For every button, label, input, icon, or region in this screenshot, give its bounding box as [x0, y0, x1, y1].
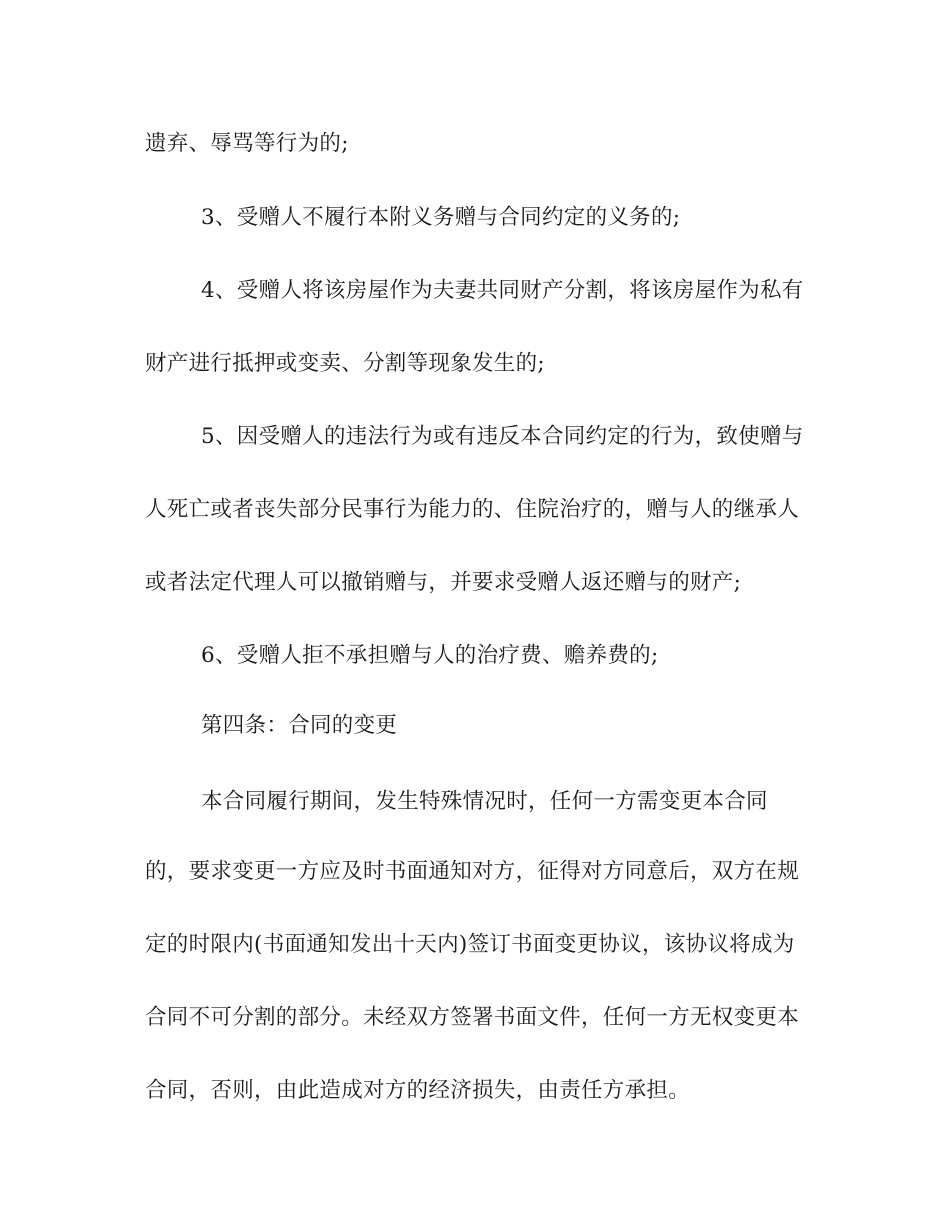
clause-4-line: 4、受赠人将该房屋作为夫妻共同财产分割，将该房屋作为私有	[201, 278, 804, 303]
text-line: 或者法定代理人可以撤销赠与，并要求受赠人返还赠与的财产;	[145, 570, 742, 595]
clause-6-line: 6、受赠人拒不承担赠与人的治疗费、赡养费的;	[201, 643, 659, 668]
clause-5-line: 5、因受赠人的违法行为或有违反本合同约定的行为，致使赠与	[201, 424, 804, 449]
text-line: 遗弃、辱骂等行为的;	[145, 131, 349, 156]
text-line: 人死亡或者丧失部分民事行为能力的、住院治疗的，赠与人的继承人	[145, 497, 800, 522]
text-line: 财产进行抵押或变卖、分割等现象发生的;	[145, 351, 545, 376]
text-line: 的，要求变更一方应及时书面通知对方，征得对方同意后，双方在规	[145, 859, 800, 884]
text-line: 合同，否则，由此造成对方的经济损失，由责任方承担。	[145, 1078, 691, 1103]
paragraph-start-line: 本合同履行期间，发生特殊情况时，任何一方需变更本合同	[201, 789, 768, 814]
text-line: 定的时限内(书面通知发出十天内)签订书面变更协议，该协议将成为	[145, 932, 795, 957]
clause-3-line: 3、受赠人不履行本附义务赠与合同约定的义务的;	[201, 205, 681, 230]
section-heading: 第四条：合同的变更	[201, 713, 398, 738]
text-line: 合同不可分割的部分。未经双方签署书面文件，任何一方无权变更本	[145, 1005, 800, 1030]
